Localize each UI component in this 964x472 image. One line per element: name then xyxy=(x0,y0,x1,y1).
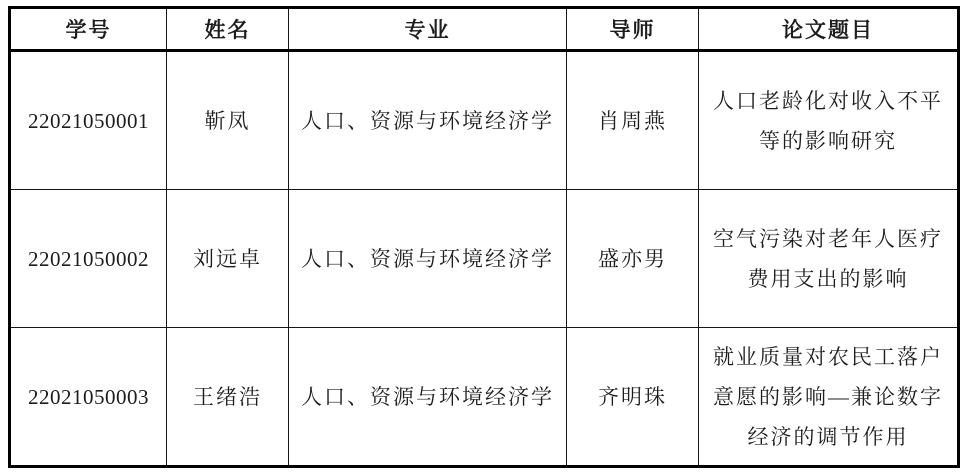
column-header-advisor: 导师 xyxy=(567,8,699,51)
cell-thesis-title: 人口老龄化对收入不平等的影响研究 xyxy=(699,51,959,190)
cell-student-id: 22021050001 xyxy=(10,51,167,190)
column-header-student-id: 学号 xyxy=(10,8,167,51)
cell-name: 靳凤 xyxy=(167,51,289,190)
cell-major: 人口、资源与环境经济学 xyxy=(289,51,567,190)
cell-advisor: 肖周燕 xyxy=(567,51,699,190)
cell-thesis-title: 空气污染对老年人医疗费用支出的影响 xyxy=(699,190,959,328)
column-header-name: 姓名 xyxy=(167,8,289,51)
cell-name: 王绪浩 xyxy=(167,328,289,467)
column-header-major: 专业 xyxy=(289,8,567,51)
table-row xyxy=(10,328,959,467)
cell-student-id: 22021050002 xyxy=(10,190,167,328)
header-row xyxy=(10,8,959,51)
cell-advisor: 盛亦男 xyxy=(567,190,699,328)
column-header-thesis-title: 论文题目 xyxy=(699,8,959,51)
cell-major: 人口、资源与环境经济学 xyxy=(289,190,567,328)
table-row xyxy=(10,190,959,328)
cell-advisor: 齐明珠 xyxy=(567,328,699,467)
cell-name: 刘远卓 xyxy=(167,190,289,328)
cell-major: 人口、资源与环境经济学 xyxy=(289,328,567,467)
cell-thesis-title: 就业质量对农民工落户意愿的影响—兼论数字经济的调节作用 xyxy=(699,328,959,467)
table-row xyxy=(10,51,959,190)
cell-student-id: 22021050003 xyxy=(10,328,167,467)
thesis-assignment-table xyxy=(8,6,960,468)
